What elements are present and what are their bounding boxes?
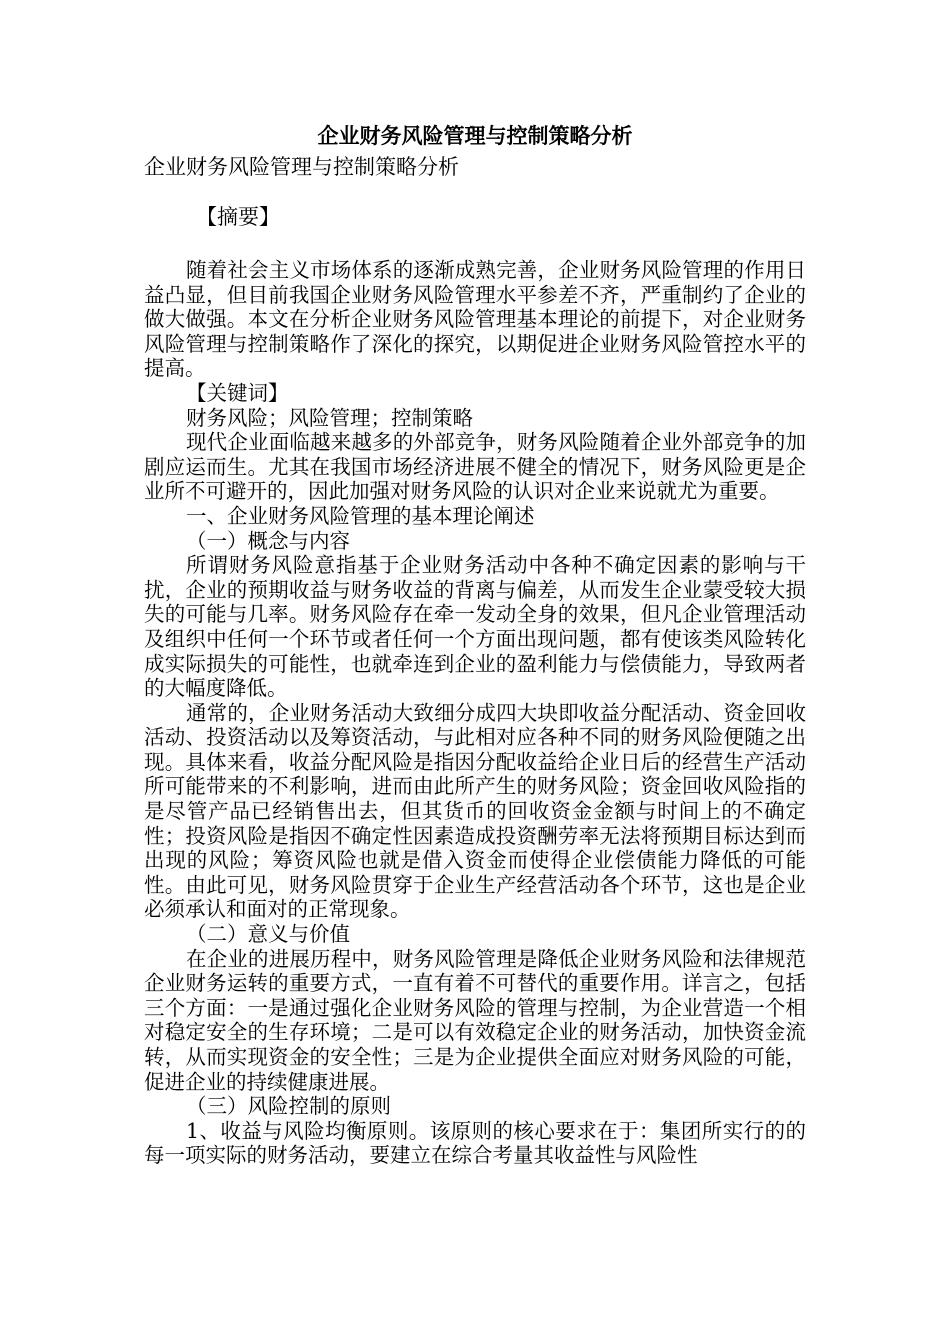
- body-paragraph: 通常的，企业财务活动大致细分成四大块即收益分配活动、资金回收活动、投资活动以及筹资活动，与此相对应各种不同的财务风险便随之出现。具体来看，收益分配风险是指因分配收益给企业日后的经营生产活动所可能带来的不利影响，进而由此所产生的财务风险；资金回收风险指的是尽管产品已经销售出去，但其货币的回收资金金额与时间上的不确定性；投资风险是指因不确定性因素造成投资酬劳率无法将预期目标达到而出现的风险；筹资风险也就是借入资金而使得企业偿债能力降低的可能性。由此可见，财务风险贯穿于企业生产经营活动各个环节，这也是企业必须承认和面对的正常现象。: [144, 700, 806, 922]
- section-heading-1: 一、企业财务风险管理的基本理论阐述: [186, 503, 535, 528]
- abstract-heading: 【摘要】: [196, 205, 280, 229]
- document-body: [144, 258, 806, 1168]
- keywords-heading: 【关键词】: [186, 380, 289, 405]
- body-paragraph: 所谓财务风险意指基于企业财务活动中各种不确定因素的影响与干扰，企业的预期收益与财务收益的背离与偏差，从而发生企业蒙受较大损失的可能与几率。财务风险存在牵一发动全身的效果，但凡企业管理活动及组织中任何一个环节或者任何一个方面出现问题，都有使该类风险转化成实际损失的可能性，也就牵连到企业的盈利能力与偿债能力，导致两者的大幅度降低。: [144, 553, 806, 701]
- abstract-paragraph: 随着社会主义市场体系的逐渐成熟完善，企业财务风险管理的作用日益凸显，但目前我国企业财务风险管理水平参差不齐，严重制约了企业的做大做强。本文在分析企业财务风险管理基本理论的前提下，对企业财务风险管理与控制策略作了深化的探究，以期促进企业财务风险管控水平的提高。: [144, 258, 806, 381]
- body-paragraph: 在企业的进展历程中，财务风险管理是降低企业财务风险和法律规范企业财务运转的重要方式，一直有着不可替代的重要作用。详言之，包括三个方面：一是通过强化企业财务风险的管理与控制，为企业营造一个相对稳定安全的生存环境；二是可以有效稳定企业的财务活动，加快资金流转，从而实现资金的安全性；三是为企业提供全面应对财务风险的可能，促进企业的持续健康进展。: [144, 946, 806, 1094]
- subsection-heading-2: （二）意义与价值: [186, 922, 350, 947]
- intro-paragraph: 现代企业面临越来越多的外部竞争，财务风险随着企业外部竞争的加剧应运而生。尤其在我国市场经济进展不健全的情况下，财务风险更是企业所不可避开的，因此加强对财务风险的认识对企业来说就尤为重要。: [144, 430, 806, 504]
- document-page: [144, 120, 806, 1168]
- document-title: 企业财务风险管理与控制策略分析: [317, 123, 633, 148]
- subsection-heading-3: （三）风险控制的原则: [186, 1094, 391, 1119]
- subsection-heading-1: （一）概念与内容: [186, 528, 350, 553]
- document-subtitle: 企业财务风险管理与控制策略分析: [144, 155, 459, 179]
- body-paragraph: 1、收益与风险均衡原则。该原则的核心要求在于：集团所实行的的每一项实际的财务活动，要建立在综合考量其收益性与风险性: [144, 1118, 806, 1168]
- keywords-list: 财务风险；风险管理；控制策略: [186, 405, 473, 430]
